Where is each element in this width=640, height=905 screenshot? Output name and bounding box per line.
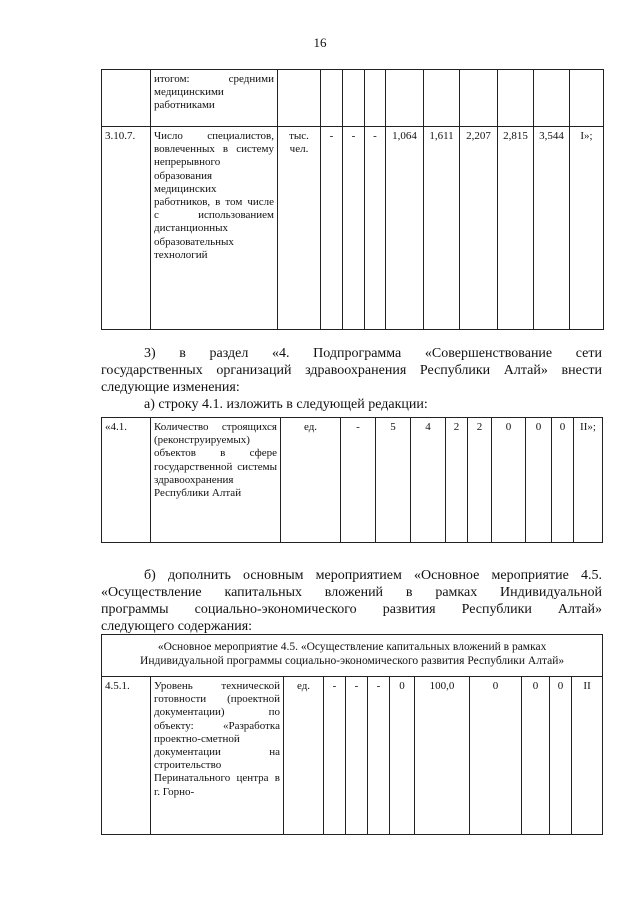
- text-line: следующего содержания:: [101, 619, 253, 634]
- text-line: программы социально-экономического развития Республики Алтай»: [101, 602, 602, 617]
- cell-value: 2: [468, 418, 492, 543]
- table-row: [102, 418, 603, 543]
- cell-value: -: [346, 677, 368, 835]
- text-line: б) дополнить основным мероприятием «Основное мероприятие 4.5.: [144, 568, 602, 583]
- cell-value: -: [324, 677, 346, 835]
- cell-value: -: [321, 127, 343, 330]
- cell-unit: тыс. чел.: [278, 127, 321, 330]
- paragraph-section-b: [101, 567, 602, 635]
- table-header-row: [102, 635, 603, 677]
- table-activity-4-5: [101, 634, 603, 835]
- cell-value: 0: [390, 677, 415, 835]
- cell-unit: ед.: [281, 418, 341, 543]
- cell-value: 1,611: [424, 127, 460, 330]
- cell-indicator-name: Уровень технической готовности (проектной документации) по объекту: «Разработка проектно-сметной документации на строительство Перинатального центра в г. Горно-: [151, 677, 284, 835]
- cell-indicator-name: Количество строящихся (реконструируемых) объектов в сфере государственной системы здравоохранения Республики Алтай: [151, 418, 281, 543]
- cell-value: 5: [376, 418, 411, 543]
- activity-title-line: «Основное мероприятие 4.5. «Осуществление капитальных вложений в рамках: [157, 641, 547, 653]
- cell-type: II»;: [574, 418, 603, 543]
- cell-value: 3,544: [534, 127, 570, 330]
- table-indicators-continued: [101, 69, 604, 330]
- cell-num: [102, 70, 151, 127]
- text-line: «Осуществление капитальных вложений в рамках Индивидуальной: [101, 585, 602, 600]
- cell-value: 1,064: [386, 127, 424, 330]
- text-line: государственных организаций здравоохранения Республики Алтай» внести: [101, 363, 602, 378]
- cell-value: 0: [492, 418, 526, 543]
- cell-activity-title: [102, 635, 603, 677]
- cell-value: 2: [446, 418, 468, 543]
- paragraph-section-3: [101, 345, 602, 413]
- table-row: [102, 127, 604, 330]
- cell-value: 2,207: [460, 127, 498, 330]
- table-row: [102, 70, 604, 127]
- cell-value: -: [343, 127, 365, 330]
- cell-value: 4: [411, 418, 446, 543]
- cell-num: 3.10.7.: [102, 127, 151, 330]
- cell-num: 4.5.1.: [102, 677, 151, 835]
- cell-value: 0: [526, 418, 552, 543]
- cell-unit: ед.: [284, 677, 324, 835]
- text-line: а) строку 4.1. изложить в следующей редакции:: [144, 397, 428, 412]
- cell-indicator-name: итогом: средними медицинскими работниками: [151, 70, 278, 127]
- cell-value: -: [365, 127, 386, 330]
- activity-title-line: Индивидуальной программы социально-экономического развития Республики Алтай»: [140, 655, 565, 667]
- table-row: [102, 677, 603, 835]
- cell-value: 0: [470, 677, 522, 835]
- cell-value: 2,815: [498, 127, 534, 330]
- cell-indicator-name: Число специалистов, вовлеченных в систему непрерывного образования медицинских работников, в том числе с использованием дистанционных образовательных технологий: [151, 127, 278, 330]
- cell-value: 0: [550, 677, 572, 835]
- text-line: 3) в раздел «4. Подпрограмма «Совершенствование сети: [144, 346, 602, 361]
- cell-value: -: [341, 418, 376, 543]
- table-row-4-1: [101, 417, 603, 543]
- cell-type: II: [572, 677, 603, 835]
- page-number: 16: [313, 35, 327, 50]
- cell-type: I»;: [570, 127, 604, 330]
- cell-value: 100,0: [415, 677, 470, 835]
- cell-value: 0: [522, 677, 550, 835]
- cell-value: 0: [552, 418, 574, 543]
- cell-num: «4.1.: [102, 418, 151, 543]
- cell-value: -: [368, 677, 390, 835]
- text-line: следующие изменения:: [101, 380, 240, 395]
